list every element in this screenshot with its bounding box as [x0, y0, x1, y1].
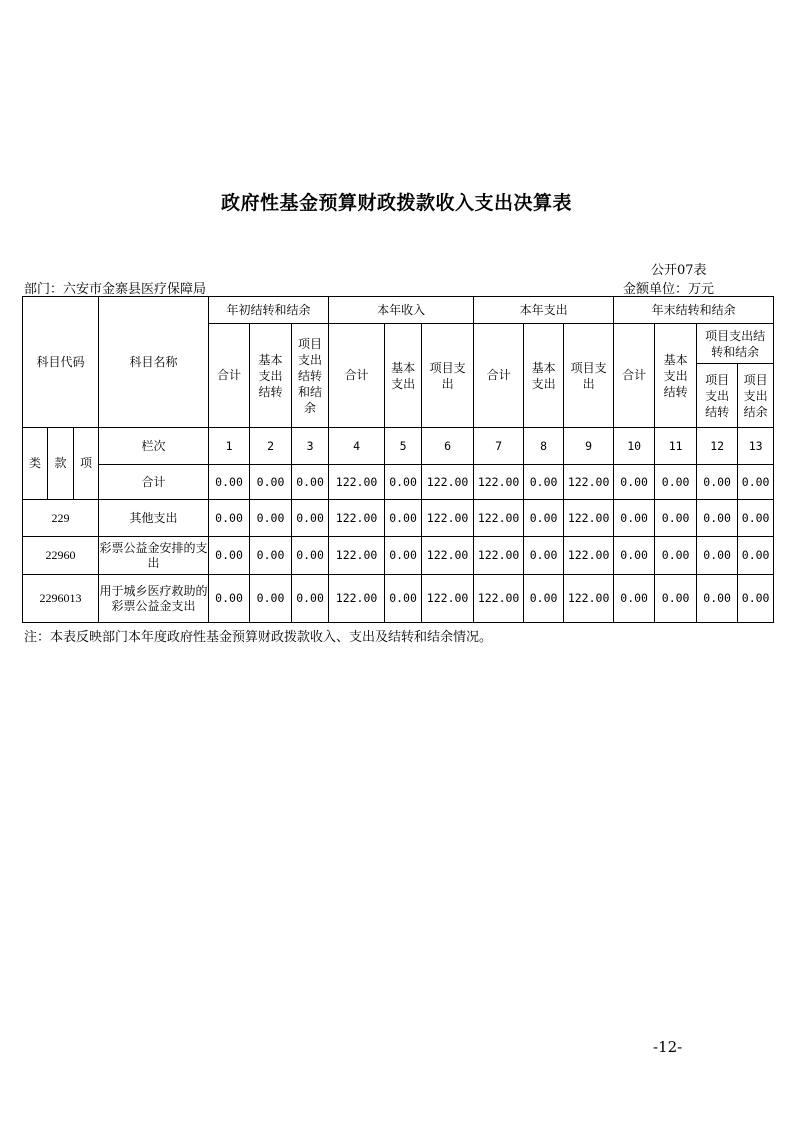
amount-unit-label: 金额单位：万元: [623, 282, 715, 297]
column-number: 13: [738, 428, 774, 465]
table-cell: 0.00: [385, 575, 422, 623]
table-cell: 0.00: [250, 575, 292, 623]
table-cell: 0.00: [655, 465, 697, 500]
header-begin-basic-carry: 基本支出结转: [250, 324, 292, 428]
header-begin-group: 年初结转和结余: [209, 297, 329, 324]
table-cell: 122.00: [329, 500, 385, 537]
table-cell: 122.00: [474, 500, 524, 537]
table-cell: 0.00: [655, 537, 697, 575]
table-cell: 0.00: [697, 500, 738, 537]
table-cell: 122.00: [564, 575, 614, 623]
column-number: 9: [564, 428, 614, 465]
row-name: 用于城乡医疗救助的彩票公益金支出: [99, 575, 209, 623]
table-cell: 0.00: [738, 537, 774, 575]
table-cell: 0.00: [292, 537, 329, 575]
table-row: [23, 575, 774, 623]
header-code: 科目代码: [23, 297, 99, 428]
table-cell: 122.00: [422, 537, 474, 575]
table-cell: 122.00: [422, 500, 474, 537]
table-cell: 0.00: [524, 500, 564, 537]
page-title: 政府性基金预算财政拨款收入支出决算表: [220, 192, 572, 214]
table-cell: 0.00: [292, 575, 329, 623]
column-number: 10: [614, 428, 655, 465]
table-cell: 0.00: [655, 500, 697, 537]
table-cell: 122.00: [329, 465, 385, 500]
header-end-project-group: 项目支出结转和结余: [697, 324, 774, 364]
header-end-project-balance: 项目支出结余: [738, 364, 774, 428]
table-cell: 122.00: [329, 537, 385, 575]
header-end-project-carry: 项目支出结转: [697, 364, 738, 428]
row-code: 229: [23, 500, 99, 537]
row-code: 2296013: [23, 575, 99, 623]
table-cell: 122.00: [422, 575, 474, 623]
header-xiang: 项: [74, 428, 99, 500]
header-expense-group: 本年支出: [474, 297, 614, 324]
table-cell: 122.00: [564, 465, 614, 500]
table-cell: 0.00: [738, 465, 774, 500]
table-cell: 0.00: [385, 537, 422, 575]
column-number: 1: [209, 428, 250, 465]
header-end-basic-carry: 基本支出结转: [655, 324, 697, 428]
table-cell: 0.00: [524, 465, 564, 500]
table-cell: 0.00: [697, 575, 738, 623]
column-row-label: 栏次: [99, 428, 209, 465]
page-number: -12-: [653, 1038, 683, 1056]
header-end-total: 合计: [614, 324, 655, 428]
header-name: 科目名称: [99, 297, 209, 428]
table-cell: 0.00: [250, 465, 292, 500]
table-cell: 0.00: [697, 465, 738, 500]
table-cell: 0.00: [524, 575, 564, 623]
table-note: 注：本表反映部门本年度政府性基金预算财政拨款收入、支出及结转和结余情况。: [24, 630, 493, 645]
table-cell: 0.00: [614, 537, 655, 575]
header-lei: 类: [23, 428, 48, 500]
total-row: [23, 465, 774, 500]
header-expense-basic: 基本支出: [524, 324, 564, 428]
table-cell: 122.00: [564, 500, 614, 537]
column-number: 2: [250, 428, 292, 465]
column-number: 7: [474, 428, 524, 465]
table-cell: 0.00: [614, 575, 655, 623]
table-cell: 0.00: [209, 465, 250, 500]
column-number: 8: [524, 428, 564, 465]
table-cell: 122.00: [329, 575, 385, 623]
table-cell: 0.00: [738, 575, 774, 623]
header-income-project: 项目支出: [422, 324, 474, 428]
table-cell: 0.00: [524, 537, 564, 575]
table-cell: 0.00: [209, 500, 250, 537]
table-cell: 0.00: [292, 500, 329, 537]
table-cell: 122.00: [474, 465, 524, 500]
column-number: 12: [697, 428, 738, 465]
row-code: 22960: [23, 537, 99, 575]
column-number: 6: [422, 428, 474, 465]
budget-table: [22, 296, 774, 623]
table-cell: 0.00: [385, 500, 422, 537]
header-expense-project: 项目支出: [564, 324, 614, 428]
header-end-group: 年末结转和结余: [614, 297, 774, 324]
header-income-total: 合计: [329, 324, 385, 428]
table-row: [23, 500, 774, 537]
table-cell: 0.00: [655, 575, 697, 623]
table-cell: 122.00: [422, 465, 474, 500]
table-cell: 0.00: [385, 465, 422, 500]
row-name: 其他支出: [99, 500, 209, 537]
column-number: 11: [655, 428, 697, 465]
total-row-label: 合计: [99, 465, 209, 500]
column-number: 5: [385, 428, 422, 465]
table-cell: 122.00: [474, 537, 524, 575]
table-cell: 0.00: [697, 537, 738, 575]
column-number: 3: [292, 428, 329, 465]
table-cell: 0.00: [250, 537, 292, 575]
header-income-group: 本年收入: [329, 297, 474, 324]
table-cell: 0.00: [738, 500, 774, 537]
table-cell: 0.00: [614, 500, 655, 537]
table-cell: 122.00: [564, 537, 614, 575]
column-number: 4: [329, 428, 385, 465]
table-cell: 0.00: [614, 465, 655, 500]
row-name: 彩票公益金安排的支出: [99, 537, 209, 575]
table-row: [23, 537, 774, 575]
header-begin-project-carry-balance: 项目支出结转和结余: [292, 324, 329, 428]
form-number: 公开07表: [651, 263, 707, 278]
department-label: 部门：六安市金寨县医疗保障局: [24, 282, 207, 297]
header-kuan: 款: [48, 428, 74, 500]
header-expense-total: 合计: [474, 324, 524, 428]
table-cell: 0.00: [250, 500, 292, 537]
table-cell: 0.00: [292, 465, 329, 500]
table-cell: 122.00: [474, 575, 524, 623]
column-number-row: [23, 428, 774, 465]
header-income-basic: 基本支出: [385, 324, 422, 428]
table-cell: 0.00: [209, 575, 250, 623]
table-cell: 0.00: [209, 537, 250, 575]
header-begin-total: 合计: [209, 324, 250, 428]
